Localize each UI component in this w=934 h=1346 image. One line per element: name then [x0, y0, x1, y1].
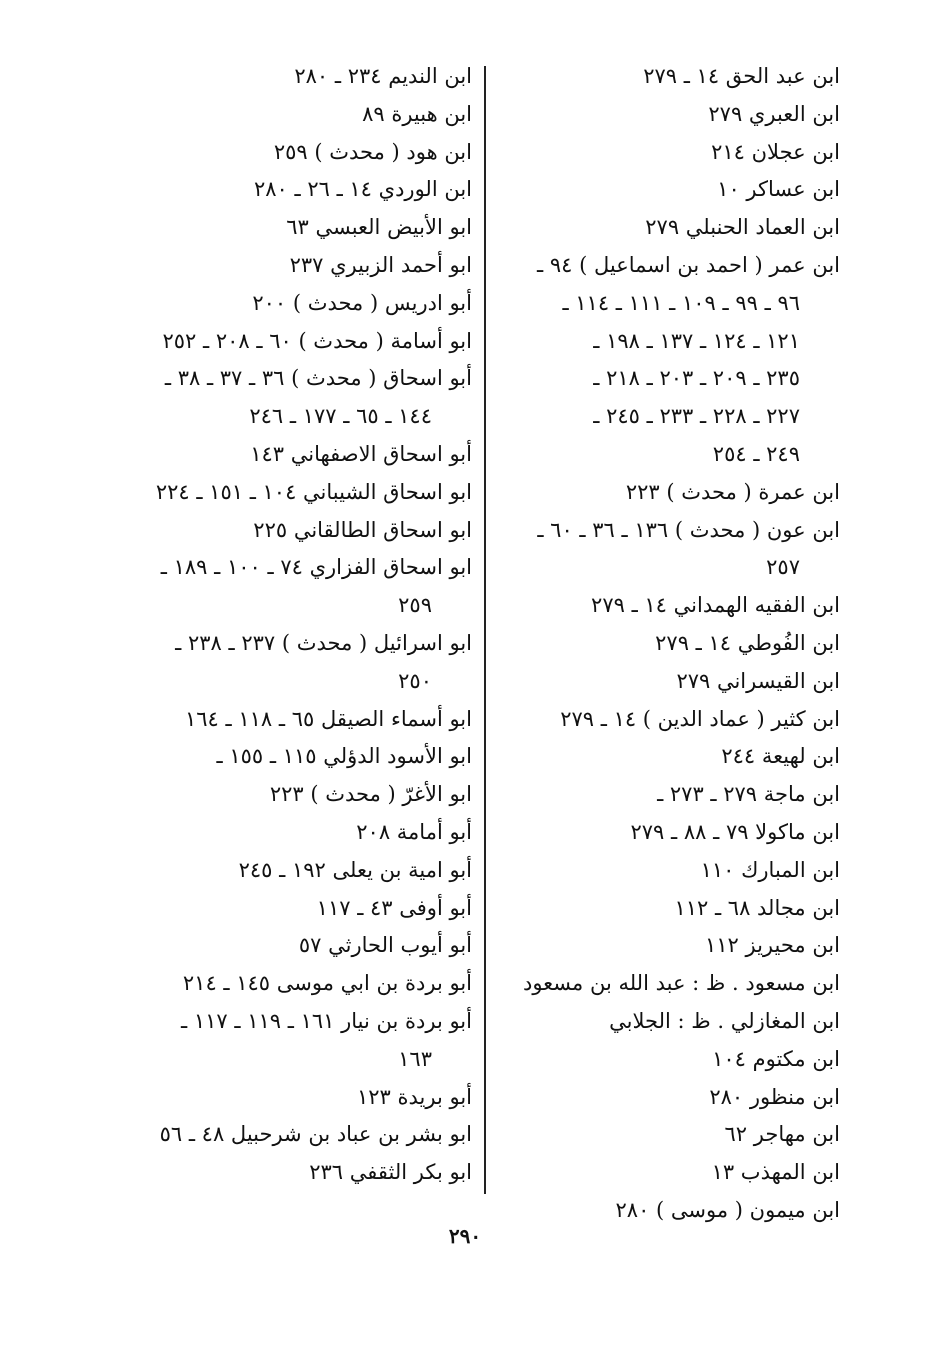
index-entry: ابن المغازلي . ظ : الجلابي — [609, 1008, 840, 1033]
index-entry: ٢٥٩ — [398, 593, 432, 618]
index-entry: ابو أسامة ( محدث ) ٦٠ ـ ٢٠٨ ـ ٢٥٢ — [162, 328, 472, 353]
index-entry: أبو اسحاق الاصفهاني ١٤٣ — [250, 441, 472, 466]
index-entry: ابو اسحاق الشيباني ١٠٤ ـ ١٥١ ـ ٢٢٤ — [155, 479, 472, 504]
page-number: ٢٩٠ — [448, 1224, 482, 1248]
index-entry: أبو اسحاق ( محدث ) ٣٦ ـ ٣٧ ـ ٣٨ ـ — [164, 366, 472, 391]
index-entry: ١٢١ ـ ١٢٤ ـ ١٣٧ ـ ١٩٨ ـ — [593, 328, 800, 353]
index-entry: ابو بشر بن عباد بن شرحبيل ٤٨ ـ ٥٦ — [159, 1122, 472, 1147]
index-entry: ٢٣٥ ـ ٢٠٩ ـ ٢٠٣ ـ ٢١٨ ـ — [593, 366, 800, 391]
index-entry: أبو بردة بن ابي موسى ١٤٥ ـ ٢١٤ — [182, 971, 472, 996]
index-entry: ابن مسعود . ظ : عبد الله بن مسعود — [522, 971, 840, 996]
index-entry: ابن الفُوطي ١٤ ـ ٢٧٩ — [655, 630, 840, 655]
index-entry: ابن عساكر ١٠ — [717, 177, 840, 202]
index-entry: ابو بكر الثقفي ٢٣٦ — [309, 1160, 472, 1185]
index-column-left — [120, 58, 472, 1192]
index-entry: ابو الأبيض العبسي ٦٣ — [286, 215, 472, 240]
index-entry: ٢٥٧ — [766, 555, 800, 580]
index-entry: ابو الأسود الدؤلي ١١٥ ـ ١٥٥ ـ — [216, 744, 472, 769]
index-entry: ١٦٣ — [398, 1046, 432, 1071]
index-entry: أبو ادريس ( محدث ) ٢٠٠ — [252, 290, 472, 315]
index-entry: ابن منظور ٢٨٠ — [709, 1084, 840, 1109]
index-entry: ابن ماجة ٢٧٩ ـ ٢٧٣ ـ — [657, 782, 840, 807]
index-entry: ابن النديم ٢٣٤ ـ ٢٨٠ — [294, 64, 472, 88]
index-entry: ابن ماكولا ٧٩ ـ ٨٨ ـ ٢٧٩ — [630, 819, 840, 844]
index-entry: ابو أحمد الزبيري ٢٣٧ — [289, 252, 472, 277]
index-entry: ابو أسماء الصيقل ٦٥ ـ ١١٨ ـ ١٦٤ — [185, 706, 472, 731]
index-entry: أبو أمامة ٢٠٨ — [356, 819, 472, 844]
index-entry: ابن مهاجر ٦٢ — [724, 1122, 840, 1147]
index-entry: ابن محيريز ١١٢ — [704, 933, 840, 958]
index-entry: أبو امية بن يعلى ١٩٢ ـ ٢٤٥ — [238, 857, 472, 882]
index-entry: ابن مجالد ٦٨ ـ ١١٢ — [674, 895, 840, 920]
index-entry: ٢٤٩ ـ ٢٥٤ — [712, 441, 800, 466]
index-entry: ابو اسرائيل ( محدث ) ٢٣٧ ـ ٢٣٨ ـ — [175, 630, 472, 655]
index-entry: ٢٢٧ ـ ٢٢٨ ـ ٢٣٣ ـ ٢٤٥ ـ — [593, 404, 800, 429]
index-entry: ابن المهذب ١٣ — [711, 1160, 840, 1185]
index-entry: أبو أيوب الحارثي ٥٧ — [298, 933, 472, 958]
index-entry: ابن هبيرة ٨٩ — [362, 101, 472, 126]
index-entry: ابن الفقيه الهمداني ١٤ ـ ٢٧٩ — [591, 593, 840, 618]
column-divider — [484, 66, 486, 1194]
index-entry: ابو اسحاق الفزاري ٧٤ ـ ١٠٠ ـ ١٨٩ ـ — [160, 555, 472, 580]
index-entry: ١٤٤ ـ ٦٥ ـ ١٧٧ ـ ٢٤٦ — [249, 404, 432, 429]
index-entry: ابن كثير ( عماد الدين ) ١٤ ـ ٢٧٩ — [560, 706, 840, 731]
index-entry: ابو اسحاق الطالقاني ٢٢٥ — [253, 517, 472, 542]
index-entry: ٢٥٠ — [398, 668, 432, 693]
index-entry: أبو بريدة ١٢٣ — [356, 1084, 472, 1109]
index-entry: ابن عمر ( احمد بن اسماعيل ) ٩٤ ـ — [537, 252, 840, 277]
index-entry: ابن العبري ٢٧٩ — [708, 101, 840, 126]
index-entry: ابن القيسراني ٢٧٩ — [676, 668, 840, 693]
index-entry: ابن عون ( محدث ) ١٣٦ ـ ٣٦ ـ ٦٠ ـ — [537, 517, 840, 542]
index-entry: ٩٦ ـ ٩٩ ـ ١٠٩ ـ ١١١ ـ ١١٤ ـ — [562, 290, 800, 315]
index-entry: ابن عبد الحق ١٤ ـ ٢٧٩ — [643, 64, 840, 88]
index-entry: ابن عمرة ( محدث ) ٢٢٣ — [625, 479, 840, 504]
index-entry: ابو الأغرّ ( محدث ) ٢٢٣ — [269, 782, 472, 807]
index-entry: ابن لهيعة ٢٤٤ — [721, 744, 840, 769]
index-entry: ابن ميمون ( موسى ) ٢٨٠ — [615, 1197, 840, 1222]
index-entry: أبو بردة بن نيار ١٦١ ـ ١١٩ ـ ١١٧ ـ — [181, 1008, 472, 1033]
index-entry: أبو أوفى ٤٣ ـ ١١٧ — [316, 895, 472, 920]
index-entry: ابن هود ( محدث ) ٢٥٩ — [273, 139, 472, 164]
index-entry: ابن المبارك ١١٠ — [700, 857, 840, 882]
index-entry: ابن العماد الحنبلي ٢٧٩ — [645, 215, 840, 240]
index-entry: ابن الوردي ١٤ ـ ٢٦ ـ ٢٨٠ — [253, 177, 472, 202]
index-entry: ابن مكتوم ١٠٤ — [712, 1046, 840, 1071]
index-entry: ابن عجلان ٢١٤ — [711, 139, 840, 164]
index-column-right — [498, 58, 840, 1230]
